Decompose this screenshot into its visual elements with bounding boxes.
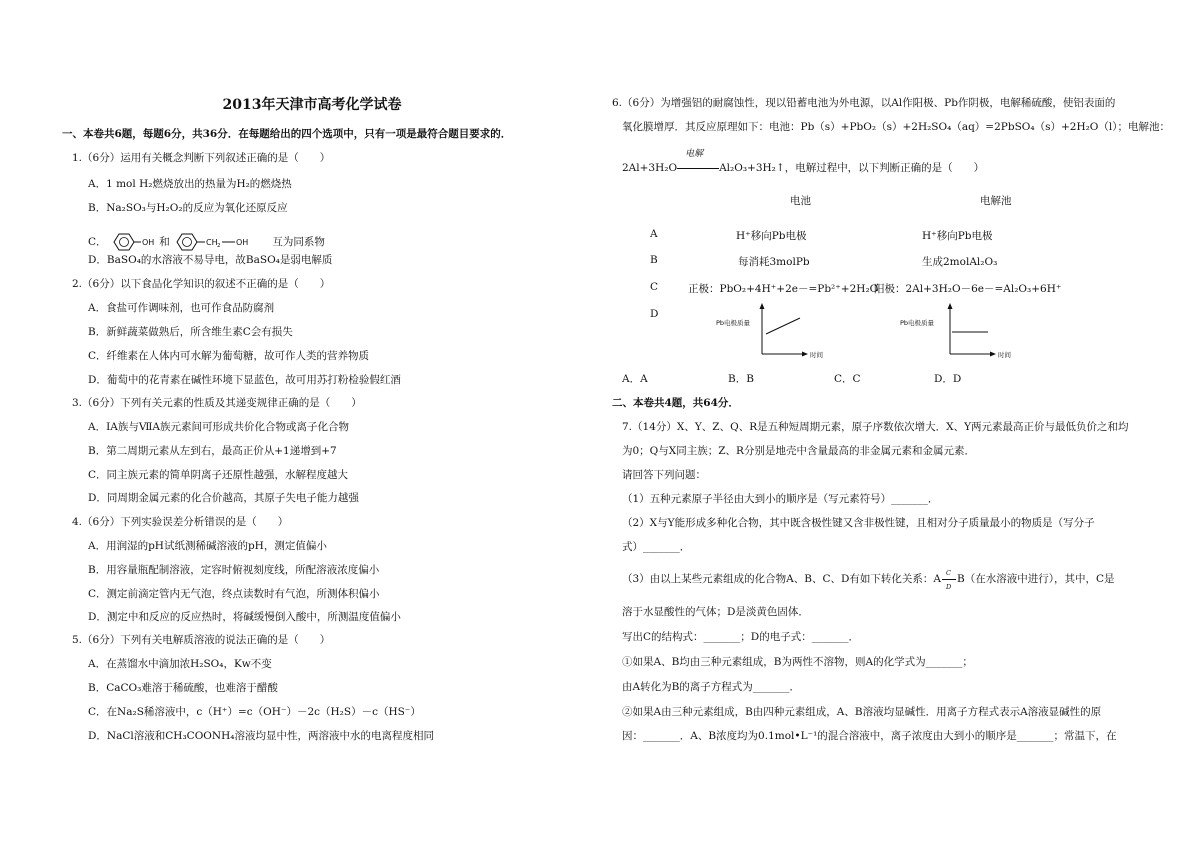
q2-option-b: B．新鲜蔬菜做熟后，所含维生素C会有损失 (88, 326, 293, 338)
table-row-c-battery: 正极：PbO₂+4H⁺+2e－=Pb²⁺+2H₂O (688, 283, 879, 295)
q5-stem: 5.（6分）下列有关电解质溶液的说法正确的是（ ） (72, 634, 331, 646)
q7-line-4: （1）五种元素原子半径由大到小的顺序是（写元素符号）_______． (622, 493, 939, 505)
reaction-arrow (677, 149, 719, 175)
q7-line-1: 7.（14分）X、Y、Z、Q、R是五种短周期元素，原子序数依次增大．X、Y两元素最高正价与最低负价之和均 (622, 421, 1129, 433)
q7-line-10: ①如果A、B均由三种元素组成，B为两性不溶物，则A的化学式为_______； (622, 656, 973, 668)
q3-stem: 3.（6分）下列有关元素的性质及其递变规律正确的是（ ） (72, 397, 362, 409)
table-header-battery: 电池 (790, 195, 811, 207)
q7-line-6: 式）_______． (622, 541, 691, 553)
table-row-label-a: A (650, 228, 658, 240)
q7-line-7 (622, 569, 1115, 591)
q6-option-d: D．D (934, 373, 962, 385)
table-row-c-cell: 阳极：2Al+3H₂O－6e－=Al₂O₃+6H⁺ (874, 283, 1062, 295)
graph-pb-mass-cell (900, 300, 1030, 362)
q7-line-11: 由A转化为B的离子方程式为_______． (622, 681, 801, 693)
q3-option-c: C．同主族元素的简单阴离子还原性越强，水解程度越大 (88, 469, 349, 481)
phenol-structure-icon (110, 231, 156, 253)
table-row-a-battery: H⁺移向Pb电极 (736, 230, 807, 242)
q6-stem-line-2: 氧化膜增厚．其反应原理如下：电池：Pb（s）+PbO₂（s）+2H₂SO₄（aq）=2PbSO₄（s）+2H₂O（l）；电解池： (622, 121, 1171, 133)
q4-stem: 4.（6分）下列实验误差分析错误的是（ ） (72, 516, 289, 528)
q1-option-b: B．Na₂SO₃与H₂O₂的反应为氧化还原反应 (88, 202, 288, 214)
graph-1-ylabel: Pb电极质量 (716, 319, 751, 327)
q6-reaction-equation (622, 149, 985, 175)
table-row-b-battery: 每消耗3molPb (738, 256, 810, 268)
q7-line-9: 写出C的结构式：_______；D的电子式：_______． (622, 631, 859, 643)
reaction-condition: 电解 (685, 149, 704, 159)
table-header-cell: 电解池 (980, 195, 1012, 207)
table-row-label-c: C (650, 281, 659, 293)
q7-line-5: （2）X与Y能形成多种化合物，其中既含极性键又含非极性键，且相对分子质量最小的物质是（写分子 (622, 517, 1095, 529)
q1-stem: 1.（6分）运用有关概念判断下列叙述正确的是（ ） (72, 152, 331, 164)
svg-text:OH: OH (141, 238, 155, 247)
section-1-heading: 一、本卷共6题，每题6分，共36分．在每题给出的四个选项中，只有一项是最符合题目要求的． (62, 128, 512, 140)
conversion-arrow-bottom: D (946, 583, 952, 591)
q4-option-c: C．测定前滴定管内无气泡，终点读数时有气泡，所测体积偏小 (88, 588, 380, 600)
q1-option-d: D．BaSO₄的水溶液不易导电，故BaSO₄是弱电解质 (88, 254, 333, 266)
q1-option-c-and: 和 (159, 236, 170, 248)
section-2-heading: 二、本卷共4题，共64分． (612, 397, 739, 409)
table-row-a-cell: H⁺移向Pb电极 (922, 230, 993, 242)
q3-option-b: B．第二周期元素从左到右，最高正价从+1递增到+7 (88, 445, 337, 457)
q3-option-d: D．同周期金属元素的化合价越高，其原子失电子能力越强 (88, 492, 359, 504)
table-row-b-cell: 生成2molAl₂O₃ (922, 256, 998, 268)
q1-option-c-prefix: C． (88, 236, 107, 248)
q6-stem-line-1: 6.（6分）为增强铝的耐腐蚀性，现以铅蓄电池为外电源，以Al作阳极、Pb作阴极，电解稀硫酸，使铝表面的 (612, 97, 1116, 109)
svg-text:2: 2 (217, 243, 221, 249)
q5-option-c: C．在Na₂S稀溶液中，c（H⁺）=c（OH⁻）－2c（H₂S）－c（HS⁻） (88, 706, 421, 718)
q6-option-a: A．A (622, 373, 648, 385)
q3-option-a: A．ⅠA族与ⅦA族元素间可形成共价化合物或离子化合物 (88, 421, 349, 433)
q5-option-b: B．CaCO₃难溶于稀硫酸，也难溶于醋酸 (88, 682, 278, 694)
q6-option-c: C．C (834, 373, 861, 385)
graph-2-ylabel: Pb电极质量 (900, 319, 935, 327)
q7-line-13: 因：_______．A、B浓度均为0.1mol•L⁻¹的混合溶液中，离子浓度由大到小的顺序是_______；常温下，在 (622, 730, 1117, 742)
graph-pb-mass-battery (712, 300, 842, 362)
svg-text:OH: OH (236, 238, 249, 247)
q2-option-a: A．食盐可作调味剂，也可作食品防腐剂 (88, 302, 275, 314)
q1-option-a: A．1 mol H₂燃烧放出的热量为H₂的燃烧热 (88, 178, 292, 190)
q2-option-c: C．纤维素在人体内可水解为葡萄糖，故可作人类的营养物质 (88, 350, 370, 362)
page-title: 2013年天津市高考化学试卷 (222, 97, 402, 113)
q7-line-12: ②如果A由三种元素组成，B由四种元素组成，A、B溶液均显碱性．用离子方程式表示A溶液显碱性的原 (622, 706, 1102, 718)
q6-option-b: B．B (728, 373, 754, 385)
q7-line-7-end: B（在水溶液中进行），其中，C是 (957, 573, 1115, 585)
q5-option-d: D．NaCl溶液和CH₃COONH₄溶液均显中性，两溶液中水的电离程度相同 (88, 730, 434, 742)
q7-line-8: 溶于水显酸性的气体；D是淡黄色固体． (622, 606, 809, 618)
q7-line-3: 请回答下列问题： (622, 469, 706, 481)
q1-option-c (88, 231, 325, 253)
conversion-arrow-top: C (946, 569, 951, 577)
q2-stem: 2.（6分）以下食品化学知识的叙述不正确的是（ ） (72, 278, 331, 290)
graph-2-xlabel: 时间 (998, 351, 1011, 359)
table-row-label-b: B (650, 254, 658, 266)
q1-option-c-suffix: 互为同系物 (272, 236, 325, 248)
graph-1-line (766, 318, 800, 334)
svg-text:CH: CH (206, 238, 218, 247)
q6-equation-right: Al₂O₃+3H₂↑，电解过程中，以下判断正确的是（ ） (719, 162, 985, 174)
conversion-arrow (941, 569, 957, 591)
q4-option-b: B．用容量瓶配制溶液，定容时俯视刻度线，所配溶液浓度偏小 (88, 564, 380, 576)
q6-equation-left: 2Al+3H₂O (622, 162, 678, 174)
benzyl-alcohol-structure-icon (173, 231, 269, 253)
q7-line-2: 为0；Q与X同主族；Z、R分别是地壳中含量最高的非金属元素和金属元素． (622, 445, 975, 457)
table-row-label-d: D (650, 308, 659, 320)
q5-option-a: A．在蒸馏水中滴加浓H₂SO₄，Kw不变 (88, 658, 272, 670)
q7-line-7-start: （3）由以上某些元素组成的化合物A、B、C、D有如下转化关系：A (622, 573, 942, 585)
q4-option-d: D．测定中和反应的反应热时，将碱缓慢倒入酸中，所测温度值偏小 (88, 611, 401, 623)
q4-option-a: A．用润湿的pH试纸测稀碱溶液的pH，测定值偏小 (88, 540, 327, 552)
q2-option-d: D．葡萄中的花青素在碱性环境下显蓝色，故可用苏打粉检验假红酒 (88, 374, 401, 386)
graph-1-xlabel: 时间 (810, 351, 823, 359)
